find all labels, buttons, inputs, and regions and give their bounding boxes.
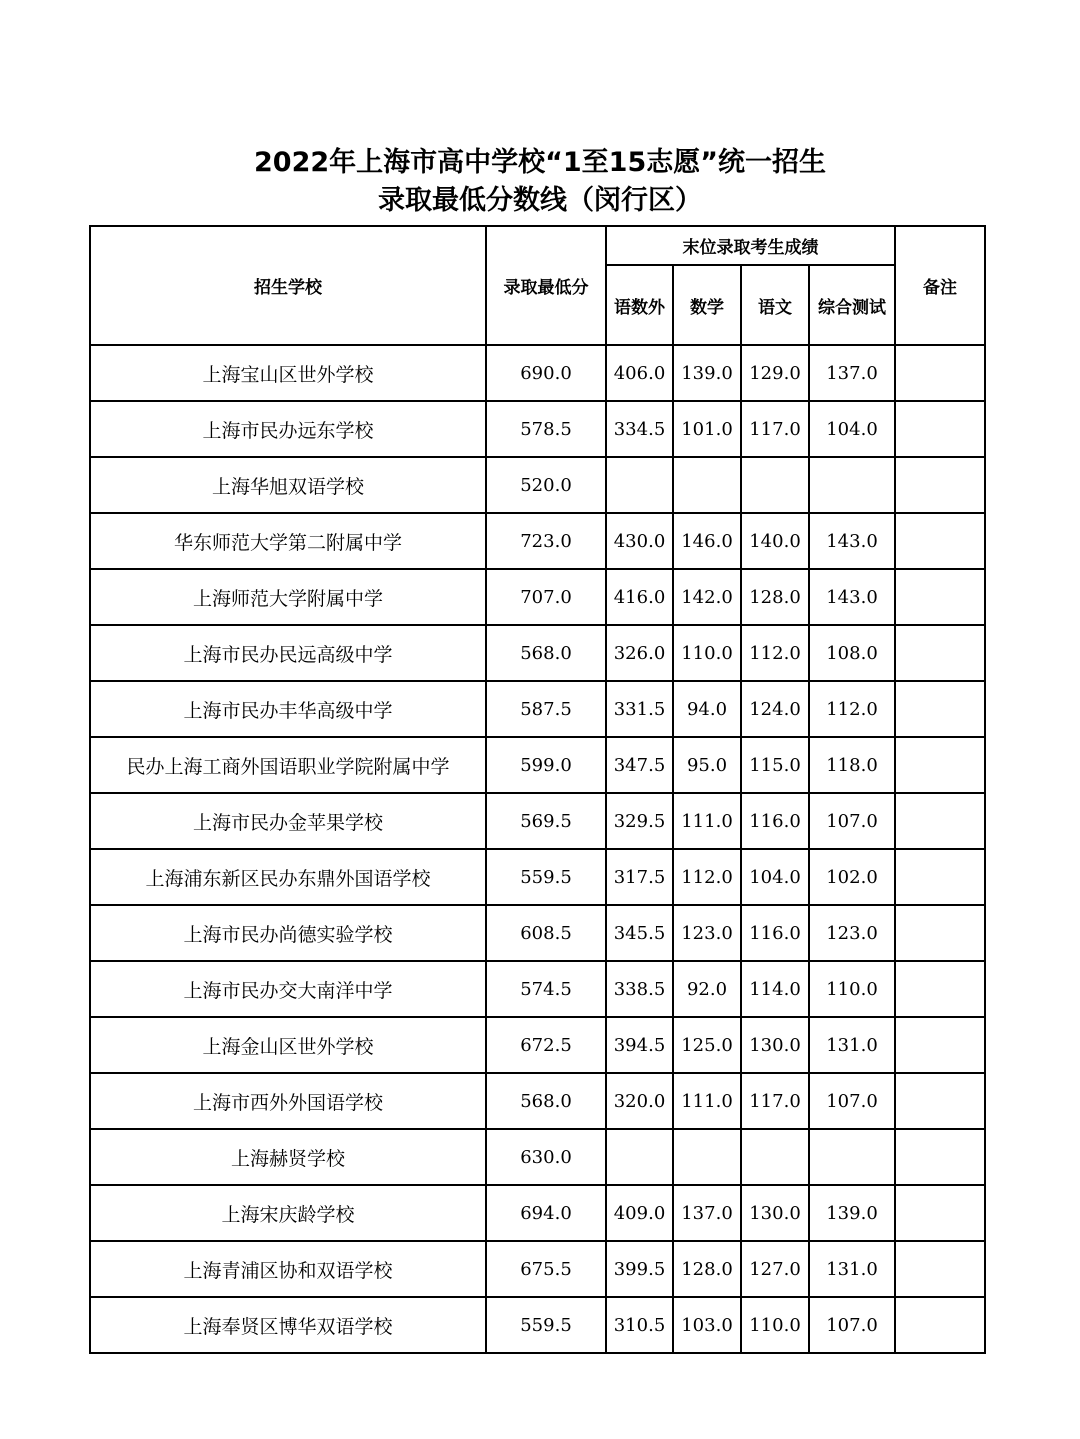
comprehensive-test-cell: 131.0 [809, 1017, 895, 1073]
min-score-cell: 569.5 [486, 793, 606, 849]
chinese-cell [741, 457, 809, 513]
table-row [90, 457, 985, 513]
table-row [90, 793, 985, 849]
header-chinese: 语文 [741, 265, 809, 345]
header-math: 数学 [673, 265, 741, 345]
school-name-cell: 上海奉贤区博华双语学校 [90, 1297, 486, 1353]
min-score-cell: 608.5 [486, 905, 606, 961]
school-name-cell: 上海师范大学附属中学 [90, 569, 486, 625]
math-cell: 111.0 [673, 793, 741, 849]
chinese-cell: 115.0 [741, 737, 809, 793]
math-cell: 123.0 [673, 905, 741, 961]
remarks-cell [895, 905, 985, 961]
admission-score-table [89, 225, 986, 1354]
math-cell [673, 457, 741, 513]
chinese-cell: 104.0 [741, 849, 809, 905]
chinese-cell [741, 1129, 809, 1185]
remarks-cell [895, 401, 985, 457]
chinese-cell: 114.0 [741, 961, 809, 1017]
comprehensive-test-cell: 137.0 [809, 345, 895, 401]
table-row [90, 737, 985, 793]
comprehensive-test-cell: 112.0 [809, 681, 895, 737]
school-name-cell: 上海青浦区协和双语学校 [90, 1241, 486, 1297]
school-name-cell: 上海市西外外国语学校 [90, 1073, 486, 1129]
chinese-math-english-cell: 416.0 [606, 569, 673, 625]
min-score-cell: 690.0 [486, 345, 606, 401]
chinese-math-english-cell: 430.0 [606, 513, 673, 569]
chinese-cell: 140.0 [741, 513, 809, 569]
math-cell: 125.0 [673, 1017, 741, 1073]
page-title-line-1: 2022年上海市高中学校“1至15志愿”统一招生 [254, 147, 826, 178]
chinese-cell: 117.0 [741, 1073, 809, 1129]
math-cell: 142.0 [673, 569, 741, 625]
remarks-cell [895, 793, 985, 849]
min-score-cell: 559.5 [486, 1297, 606, 1353]
table-row [90, 1073, 985, 1129]
remarks-cell [895, 513, 985, 569]
math-cell: 110.0 [673, 625, 741, 681]
school-name-cell: 民办上海工商外国语职业学院附属中学 [90, 737, 486, 793]
comprehensive-test-cell: 107.0 [809, 1073, 895, 1129]
remarks-cell [895, 737, 985, 793]
comprehensive-test-cell: 102.0 [809, 849, 895, 905]
min-score-cell: 672.5 [486, 1017, 606, 1073]
chinese-math-english-cell: 320.0 [606, 1073, 673, 1129]
header-chinese-math-english: 语数外 [606, 265, 673, 345]
comprehensive-test-cell: 108.0 [809, 625, 895, 681]
table-row [90, 681, 985, 737]
comprehensive-test-cell: 139.0 [809, 1185, 895, 1241]
table-row [90, 1017, 985, 1073]
math-cell: 111.0 [673, 1073, 741, 1129]
chinese-cell: 127.0 [741, 1241, 809, 1297]
comprehensive-test-cell: 143.0 [809, 513, 895, 569]
chinese-cell: 129.0 [741, 345, 809, 401]
remarks-cell [895, 681, 985, 737]
comprehensive-test-cell [809, 1129, 895, 1185]
min-score-cell: 723.0 [486, 513, 606, 569]
chinese-math-english-cell: 406.0 [606, 345, 673, 401]
remarks-cell [895, 345, 985, 401]
header-remarks: 备注 [895, 226, 985, 345]
table-row [90, 961, 985, 1017]
min-score-cell: 574.5 [486, 961, 606, 1017]
chinese-math-english-cell: 310.5 [606, 1297, 673, 1353]
comprehensive-test-cell: 104.0 [809, 401, 895, 457]
math-cell: 103.0 [673, 1297, 741, 1353]
school-name-cell: 上海华旭双语学校 [90, 457, 486, 513]
chinese-math-english-cell: 338.5 [606, 961, 673, 1017]
math-cell: 92.0 [673, 961, 741, 1017]
school-name-cell: 上海浦东新区民办东鼎外国语学校 [90, 849, 486, 905]
min-score-cell: 707.0 [486, 569, 606, 625]
chinese-math-english-cell [606, 1129, 673, 1185]
remarks-cell [895, 1017, 985, 1073]
comprehensive-test-cell: 118.0 [809, 737, 895, 793]
comprehensive-test-cell [809, 457, 895, 513]
min-score-cell: 520.0 [486, 457, 606, 513]
school-name-cell: 上海市民办丰华高级中学 [90, 681, 486, 737]
header-last-admitted-scores: 末位录取考生成绩 [606, 226, 895, 265]
header-comprehensive-test: 综合测试 [809, 265, 895, 345]
math-cell: 101.0 [673, 401, 741, 457]
chinese-cell: 128.0 [741, 569, 809, 625]
remarks-cell [895, 961, 985, 1017]
chinese-math-english-cell: 345.5 [606, 905, 673, 961]
table-row [90, 401, 985, 457]
remarks-cell [895, 1241, 985, 1297]
math-cell: 146.0 [673, 513, 741, 569]
chinese-math-english-cell: 394.5 [606, 1017, 673, 1073]
math-cell: 94.0 [673, 681, 741, 737]
min-score-cell: 599.0 [486, 737, 606, 793]
chinese-cell: 124.0 [741, 681, 809, 737]
comprehensive-test-cell: 107.0 [809, 1297, 895, 1353]
min-score-cell: 568.0 [486, 1073, 606, 1129]
table-row [90, 569, 985, 625]
table-row [90, 1297, 985, 1353]
remarks-cell [895, 457, 985, 513]
chinese-cell: 130.0 [741, 1017, 809, 1073]
comprehensive-test-cell: 123.0 [809, 905, 895, 961]
page-title-line-2: 录取最低分数线（闵行区） [378, 185, 702, 216]
chinese-math-english-cell: 399.5 [606, 1241, 673, 1297]
min-score-cell: 559.5 [486, 849, 606, 905]
table-row [90, 905, 985, 961]
remarks-cell [895, 849, 985, 905]
remarks-cell [895, 1185, 985, 1241]
min-score-cell: 630.0 [486, 1129, 606, 1185]
chinese-cell: 112.0 [741, 625, 809, 681]
min-score-cell: 694.0 [486, 1185, 606, 1241]
table-row [90, 849, 985, 905]
comprehensive-test-cell: 131.0 [809, 1241, 895, 1297]
table-row [90, 1241, 985, 1297]
chinese-cell: 116.0 [741, 793, 809, 849]
comprehensive-test-cell: 107.0 [809, 793, 895, 849]
school-name-cell: 上海市民办民远高级中学 [90, 625, 486, 681]
chinese-math-english-cell: 409.0 [606, 1185, 673, 1241]
chinese-cell: 117.0 [741, 401, 809, 457]
remarks-cell [895, 1297, 985, 1353]
table-row [90, 513, 985, 569]
school-name-cell: 上海市民办交大南洋中学 [90, 961, 486, 1017]
table-row [90, 625, 985, 681]
min-score-cell: 568.0 [486, 625, 606, 681]
math-cell: 95.0 [673, 737, 741, 793]
chinese-math-english-cell: 317.5 [606, 849, 673, 905]
remarks-cell [895, 1073, 985, 1129]
math-cell: 139.0 [673, 345, 741, 401]
school-name-cell: 上海金山区世外学校 [90, 1017, 486, 1073]
chinese-cell: 116.0 [741, 905, 809, 961]
math-cell: 128.0 [673, 1241, 741, 1297]
min-score-cell: 578.5 [486, 401, 606, 457]
min-score-cell: 675.5 [486, 1241, 606, 1297]
remarks-cell [895, 1129, 985, 1185]
school-name-cell: 华东师范大学第二附属中学 [90, 513, 486, 569]
chinese-math-english-cell: 331.5 [606, 681, 673, 737]
min-score-cell: 587.5 [486, 681, 606, 737]
table-body [90, 345, 985, 1353]
school-name-cell: 上海市民办尚德实验学校 [90, 905, 486, 961]
remarks-cell [895, 625, 985, 681]
school-name-cell: 上海赫贤学校 [90, 1129, 486, 1185]
table-row [90, 345, 985, 401]
chinese-cell: 110.0 [741, 1297, 809, 1353]
header-min-score: 录取最低分 [486, 226, 606, 345]
table-row [90, 1129, 985, 1185]
school-name-cell: 上海市民办远东学校 [90, 401, 486, 457]
math-cell [673, 1129, 741, 1185]
math-cell: 112.0 [673, 849, 741, 905]
school-name-cell: 上海宝山区世外学校 [90, 345, 486, 401]
math-cell: 137.0 [673, 1185, 741, 1241]
remarks-cell [895, 569, 985, 625]
chinese-cell: 130.0 [741, 1185, 809, 1241]
header-school: 招生学校 [90, 226, 486, 345]
chinese-math-english-cell [606, 457, 673, 513]
chinese-math-english-cell: 326.0 [606, 625, 673, 681]
comprehensive-test-cell: 110.0 [809, 961, 895, 1017]
table-row [90, 1185, 985, 1241]
school-name-cell: 上海市民办金苹果学校 [90, 793, 486, 849]
chinese-math-english-cell: 334.5 [606, 401, 673, 457]
chinese-math-english-cell: 347.5 [606, 737, 673, 793]
chinese-math-english-cell: 329.5 [606, 793, 673, 849]
school-name-cell: 上海宋庆龄学校 [90, 1185, 486, 1241]
comprehensive-test-cell: 143.0 [809, 569, 895, 625]
